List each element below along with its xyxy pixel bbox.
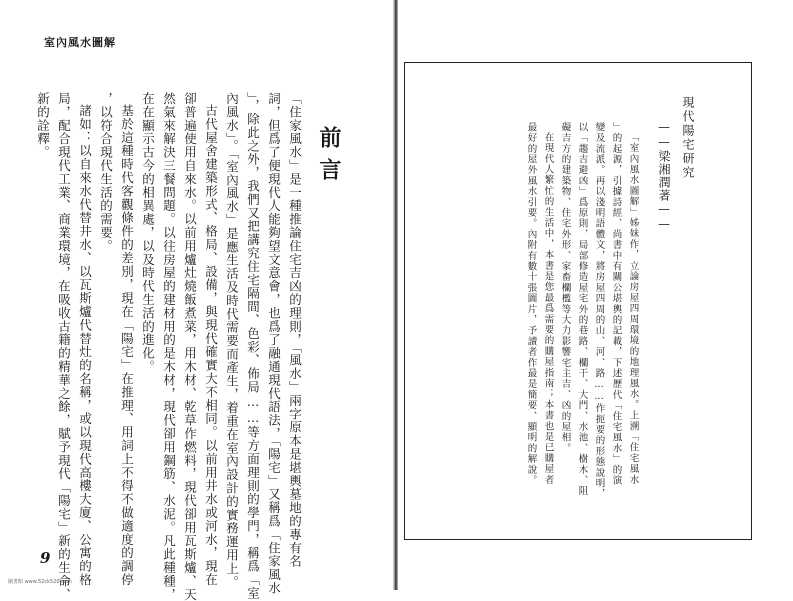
preface-column: 新的詮釋。 <box>35 92 51 159</box>
footer-note: 圖書館 www.52ck520.com <box>8 579 72 585</box>
preface-column: 卻普遍使用自來水。以前用爐灶燒飯煮菜，用木材、乾草作燃料，現代卻用瓦斯爐、天 <box>182 92 198 601</box>
preface-column: 內風水」。「室內風水」是應生活及時代需要而產生，着重在室內設計的實務運用上。 <box>224 92 240 589</box>
book-title: 現代陽宅研究 <box>681 96 695 180</box>
intro-column: 礙吉方的建築物、住宅外形、家畜欄檻等大力影響宅主吉、凶的屋相。 <box>559 122 571 454</box>
book-author: ——梁湘潤著—— <box>657 120 671 232</box>
page-number: 9 <box>40 549 51 567</box>
intro-column: 最好的屋外風水引要。內附有數十張圖片，予讀者作最是簡要、顯明的解說。 <box>525 122 537 486</box>
preface-column: 古代屋舍建築形式、格局、設備，與現代確實大不相同。以前用井水或河水，現在 <box>203 104 219 587</box>
intro-column: 」的起源，引據詩經、尚書中有關公堪輿的記載，下述歷代「住宅風水」的演 <box>610 122 622 486</box>
preface-column: 然氣來解決三餐問題。以往房屋的建材用的是木材，現代卻用鋼筋、水泥。凡此種種， <box>161 92 177 601</box>
preface-column: 諸如：以自來水代替井水、以瓦斯爐代替灶的名稱，或以現代高樓大廈、公寓的格 <box>77 104 93 587</box>
intro-column: 以「趨吉避凶」爲原則，局部修造屋宅外的巷路、欄干、大門、水池、樹木、阻 <box>576 122 588 497</box>
preface-column: 局，配合現代工業、商業環境，在吸收古籍的精華之餘，賦予現代「陽宅」新的生命、 <box>56 92 72 601</box>
intro-column: 在現代人繁忙的生活中，本書是您最爲需要的購屋指南；本書也是已購屋者 <box>542 132 554 486</box>
preface-column: 「住家風水」是一種推論住宅吉凶的理則，「風水」兩字原本是堪輿墓地的專有名 <box>287 92 303 569</box>
preface-column: 」，除此之外，我們又把講究住宅隔間、色彩、佈局……等方面理則的學門，稱爲「室 <box>245 92 261 600</box>
preface-column: ，以符合現代生活的需要。 <box>98 92 114 253</box>
intro-column: 「室內風水圖解」姊妹作，立論房屋四周環境的地理風水。上溯「住宅風水 <box>627 132 639 486</box>
preface-title: 前言 <box>316 126 342 190</box>
running-head: 室內風水圖解 <box>44 36 116 49</box>
preface-column: 詞，但爲了便現代人能夠望文意會，也爲了融通現代語法，「陽宅」又稱爲「住家風水 <box>266 92 282 595</box>
preface-column: 基於這種時代客觀條件的差別，現在「陽宅」在推理、用詞上不得不做適度的調停 <box>119 104 135 587</box>
preface-column: 在在顯示古今的相異處，以及時代生活的進化。 <box>140 92 156 374</box>
intro-column: 變及流派。再以淺明語體文，將房屋四周的山、河、路……作扼要的形態說明， <box>593 122 605 500</box>
